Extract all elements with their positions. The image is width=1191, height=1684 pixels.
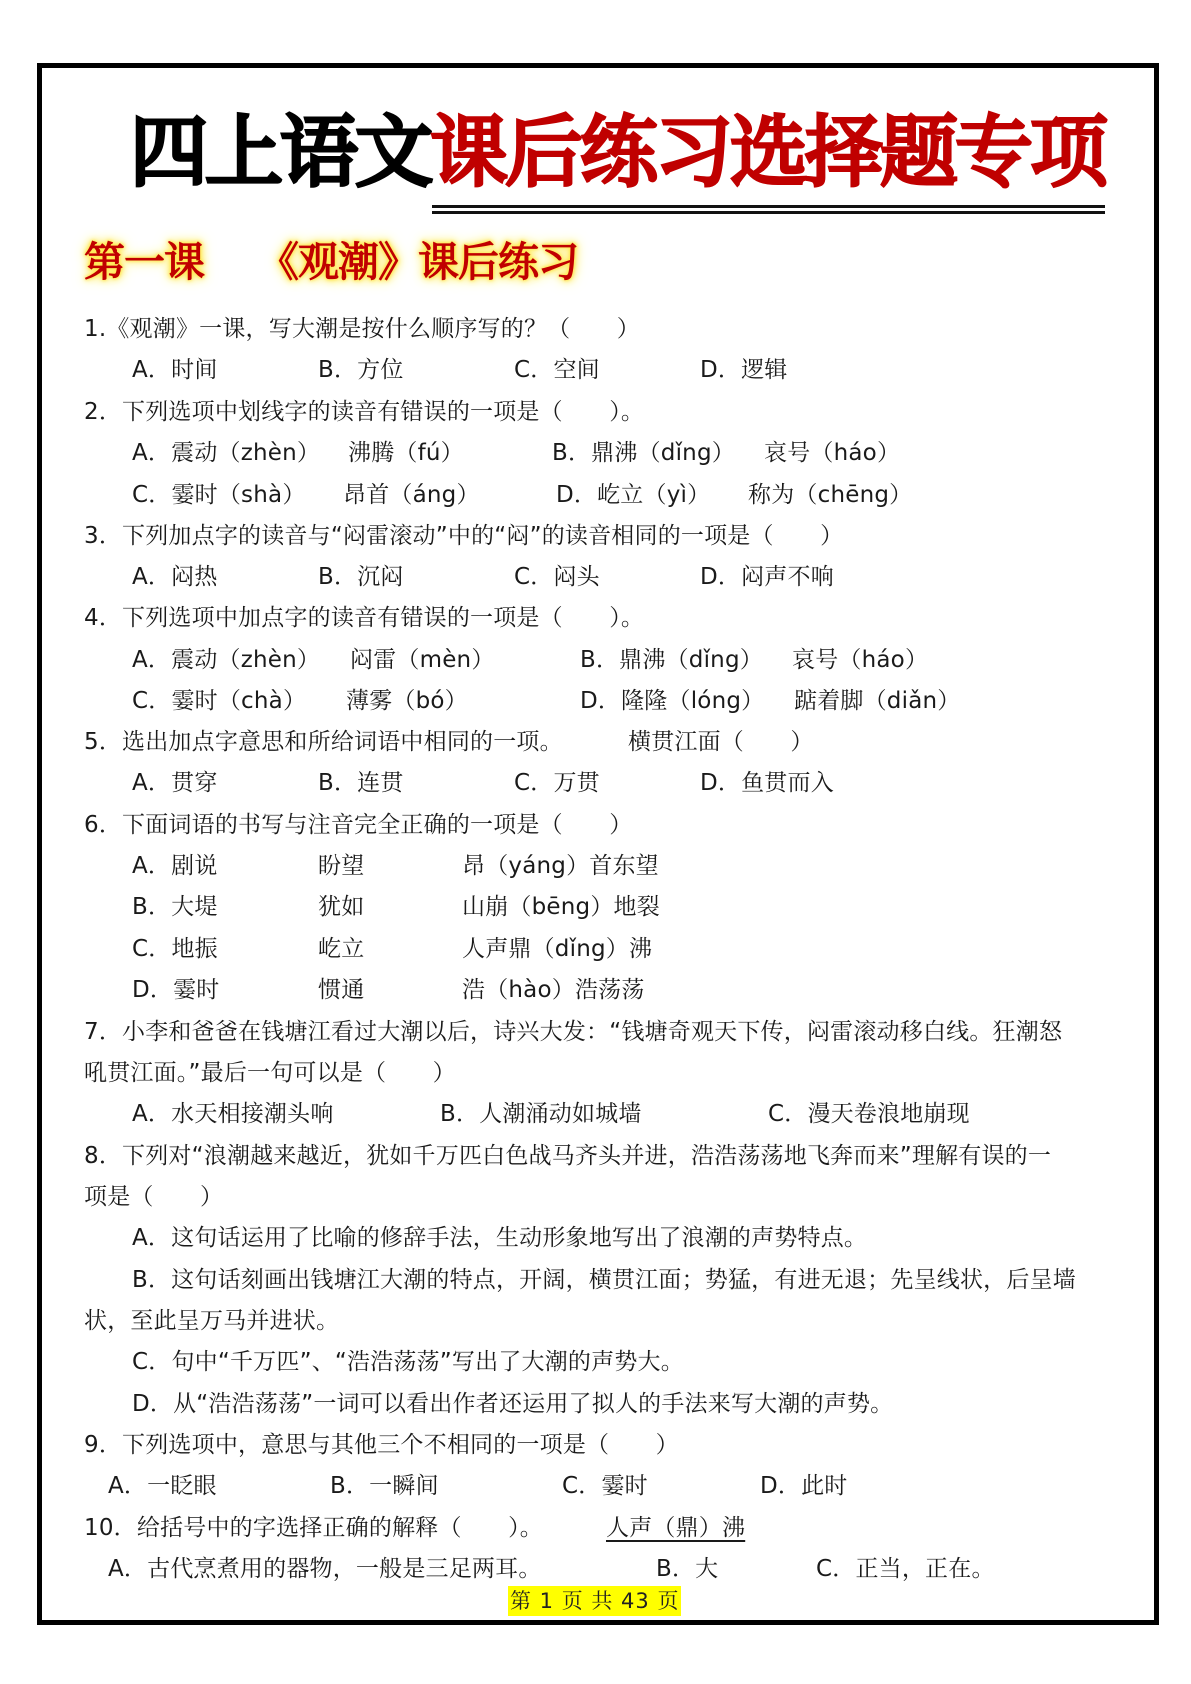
title-grade-subject: 四上语文 — [130, 108, 431, 198]
option-b: B．人潮涌动如城墙 — [440, 1101, 642, 1127]
option-a-word2: 闷雷（mèn） — [350, 647, 495, 673]
option-a-word2: 盼望 — [318, 853, 365, 879]
option-b: B．鼎沸（dǐng） — [552, 440, 735, 466]
option-c-word1: C．地振 — [132, 936, 218, 962]
question-2-options-row1 — [0, 436, 1191, 470]
title-topic: 课后练习选择题专项 — [430, 108, 1106, 198]
question-5-word: 横贯江面（ ） — [628, 729, 814, 755]
option-a-word1: A．剧说 — [132, 853, 218, 879]
page-number: 第 1 页 共 43 页 — [508, 1586, 681, 1616]
option-a: A．古代烹煮用的器物，一般是三足两耳。 — [108, 1556, 542, 1582]
question-5-stem-row — [0, 725, 1191, 759]
option-d: D．屹立（yì） — [556, 482, 711, 508]
question-3-options — [0, 560, 1191, 594]
question-10-options — [0, 1552, 1191, 1586]
page-title — [130, 108, 1105, 198]
option-c: C．闷头 — [514, 564, 600, 590]
question-7-stem-line1: 7．小李和爸爸在钱塘江看过大潮以后，诗兴大发：“钱塘奇观天下传，闷雷滚动移白线。狂潮怒 — [84, 1019, 1063, 1045]
option-a: A．水天相接潮头响 — [132, 1101, 334, 1127]
question-7-stem-line2: 吼贯江面。”最后一句可以是（ ） — [84, 1060, 456, 1086]
option-a: A．贯穿 — [132, 770, 218, 796]
question-8-option-b: B．这句话刻画出钱塘江大潮的特点，开阔，横贯江面；势猛，有进无退；先呈线状，后呈墙 — [132, 1267, 1076, 1293]
option-d-word2: 惯通 — [318, 977, 365, 1003]
option-d: D．隆隆（lóng） — [580, 688, 765, 714]
option-c: C．霎时（shà） — [132, 482, 306, 508]
question-2-options-row2 — [0, 478, 1191, 512]
option-b-word1: B．大堤 — [132, 894, 218, 920]
option-d-word3: 浩（hào）浩荡荡 — [462, 977, 645, 1003]
question-5-stem: 5．选出加点字意思和所给词语中相同的一项。 — [84, 729, 563, 755]
option-b: B．方位 — [318, 357, 404, 383]
lesson-number: 第一课 — [84, 238, 204, 286]
question-6-row-b — [0, 890, 1191, 924]
question-3-stem: 3．下列加点字的读音与“闷雷滚动”中的“闷”的读音相同的一项是（ ） — [84, 523, 844, 549]
option-b: B．沉闷 — [318, 564, 404, 590]
lesson-heading — [84, 232, 578, 292]
question-10-stem-row — [0, 1511, 1191, 1545]
question-4-options-row1 — [0, 643, 1191, 677]
question-9-options — [0, 1469, 1191, 1503]
option-b: B．大 — [656, 1556, 719, 1582]
option-c: C．漫天卷浪地崩现 — [768, 1101, 970, 1127]
question-1-options — [0, 353, 1191, 387]
option-b-word2: 哀号（háo） — [792, 647, 929, 673]
option-c-word2: 薄雾（bó） — [346, 688, 468, 714]
question-6-row-c — [0, 932, 1191, 966]
option-b: B．一瞬间 — [330, 1473, 439, 1499]
option-d-word2: 踮着脚（diǎn） — [794, 688, 961, 714]
option-d: D．闷声不响 — [700, 564, 834, 590]
option-b-word2: 犹如 — [318, 894, 365, 920]
option-a: A．时间 — [132, 357, 218, 383]
question-8-option-a: A．这句话运用了比喻的修辞手法，生动形象地写出了浪潮的声势特点。 — [132, 1225, 868, 1251]
question-2-stem: 2．下列选项中划线字的读音有错误的一项是（ ）。 — [84, 399, 645, 425]
option-c-word3: 人声鼎（dǐng）沸 — [462, 936, 653, 962]
question-8-option-b-cont: 状，至此呈万马并进状。 — [84, 1308, 340, 1334]
option-c-word2: 昂首（áng） — [343, 482, 480, 508]
option-b-word3: 山崩（bēng）地裂 — [462, 894, 660, 920]
option-c: C．万贯 — [514, 770, 600, 796]
question-10-stem: 10．给括号中的字选择正确的解释（ ）。 — [84, 1515, 543, 1541]
question-6-row-a — [0, 849, 1191, 883]
question-9-stem: 9．下列选项中，意思与其他三个不相同的一项是（ ） — [84, 1432, 679, 1458]
option-c: C．空间 — [514, 357, 600, 383]
question-7-options — [0, 1097, 1191, 1131]
question-6-stem: 6．下面词语的书写与注音完全正确的一项是（ ） — [84, 812, 633, 838]
option-d: D．逻辑 — [700, 357, 788, 383]
option-a: A．震动（zhèn） — [132, 647, 321, 673]
option-b: B．鼎沸（dǐng） — [580, 647, 763, 673]
option-c-word2: 屹立 — [318, 936, 365, 962]
question-10-word: 人声（鼎）沸 — [606, 1515, 746, 1541]
option-d-word1: D．霎时 — [132, 977, 220, 1003]
option-c: C．霎时（chà） — [132, 688, 307, 714]
option-d: D．鱼贯而入 — [700, 770, 834, 796]
question-8-option-c: C．句中“千万匹”、“浩浩荡荡”写出了大潮的声势大。 — [132, 1349, 684, 1375]
option-c: C．霎时 — [562, 1473, 648, 1499]
question-8-stem-line2: 项是（ ） — [84, 1184, 224, 1210]
question-8-stem-line1: 8．下列对“浪潮越来越近，犹如千万匹白色战马齐头并进，浩浩荡荡地飞奔而来”理解有误的一 — [84, 1143, 1052, 1169]
option-b: B．连贯 — [318, 770, 404, 796]
question-4-options-row2 — [0, 684, 1191, 718]
option-a: A．震动（zhèn） — [132, 440, 321, 466]
option-a-word3: 昂（yáng）首东望 — [462, 853, 659, 879]
option-a: A．闷热 — [132, 564, 218, 590]
question-4-stem: 4．下列选项中加点字的读音有错误的一项是（ ）。 — [84, 605, 645, 631]
question-5-options — [0, 766, 1191, 800]
option-a: A．一眨眼 — [108, 1473, 217, 1499]
question-6-row-d — [0, 973, 1191, 1007]
option-c: C．正当，正在。 — [816, 1556, 995, 1582]
option-a-word2: 沸腾（fú） — [348, 440, 464, 466]
question-8-option-d: D．从“浩浩荡荡”一词可以看出作者还运用了拟人的手法来写大潮的声势。 — [132, 1391, 894, 1417]
option-d: D．此时 — [760, 1473, 848, 1499]
option-b-word2: 哀号（háo） — [764, 440, 901, 466]
question-1-stem: 1.《观潮》一课，写大潮是按什么顺序写的？（ ） — [84, 316, 640, 342]
lesson-name: 《观潮》课后练习 — [258, 238, 578, 286]
option-d-word2: 称为（chēng） — [748, 482, 913, 508]
